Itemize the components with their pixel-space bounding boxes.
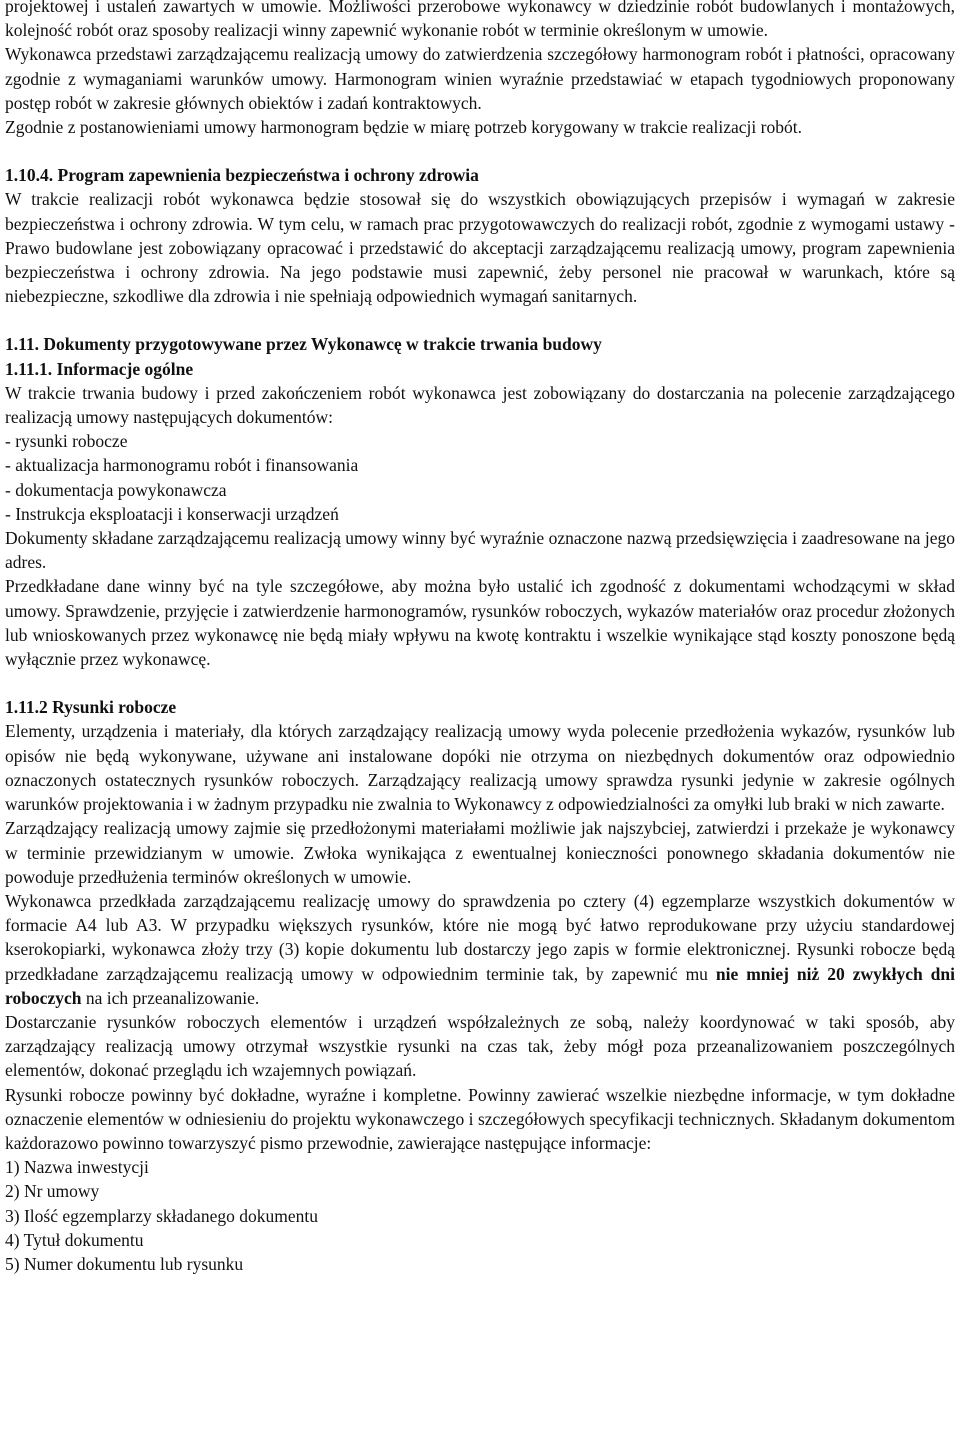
list-item: 3) Ilość egzemplarzy składanego dokumentu [5,1205,318,1226]
paragraph [5,889,955,1010]
paragraph: Dostarczanie rysunków roboczych elementów i urządzeń współzależnych ze sobą, należy koordynować w taki sposób, aby zarządzający realizacją umowy otrzymał wszystkie rysunki na czas tak, żeby mógł poza przeanalizowaniem poszczególnych elementów, dokonać przeglądu ich wzajemnych powiązań. [5,1011,955,1081]
list-item: - Instrukcja eksploatacji i konserwacji urządzeń [5,503,339,524]
list-item: 4) Tytuł dokumentu [5,1229,144,1250]
paragraph-text: na ich przeanalizowanie. [81,987,260,1008]
section-heading-1-10-4: 1.10.4. Program zapewnienia bezpieczeństwa i ochrony zdrowia [5,165,479,186]
paragraph: Zgodnie z postanowieniami umowy harmonogram będzie w miarę potrzeb korygowany w trakcie realizacji robót. [5,117,802,138]
paragraph: Przedkładane dane winny być na tyle szczegółowe, aby można było ustalić ich zgodność z dokumentami wchodzącymi w skład umowy. Sprawdzenie, przyjęcie i zatwierdzenie harmonogramów, rysunków roboczych, wykazów materiałów oraz procedur złożonych lub wnioskowanych przez wykonawcę nie będą miały wpływu na kwotę kontraktu i wszelkie wynikające stąd koszty ponoszone będą wyłącznie przez wykonawcę. [5,576,955,670]
section-heading-1-11-1: 1.11.1. Informacje ogólne [5,358,194,379]
spacer [5,308,955,332]
list-item: - rysunki robocze [5,431,128,452]
paragraph: Elementy, urządzenia i materiały, dla których zarządzający realizacją umowy wyda polecenie przedłożenia wykazów, rysunków lub opisów nie będą wykonywane, używane ani instalowane dopóki nie otrzyma on niezbędnych dokumentów oraz odpowiednio oznaczonych ostatecznych rysunków roboczych. Zarządzający realizacją umowy sprawdza rysunki jedynie w zakresie ogólnych warunków projektowania i w żadnym przypadku nie zwalnia to Wykonawcy z odpowiedzialności za omyłki lub braki w nich zawarte. [5,721,955,815]
list-item: 2) Nr umowy [5,1181,100,1202]
paragraph-text: Wykonawca przedkłada zarządzającemu realizację umowy do sprawdzenia po cztery (4) egzemplarze wszystkich dokumentów w formacie A4 lub A3. W przypadku większych rysunków, które nie mogą być łatwo reprodukowane przy użyciu standardowej kserokopiarki, wykonawca złoży trzy (3) kopie dokumentu lub dostarczy jego zapis w formie elektronicznej. Rysunki robocze będą przedkładane zarządzającemu realizacją umowy w odpowiednim terminie tak, by zapewnić mu [5,890,955,984]
paragraph: projektowej i ustaleń zawartych w umowie. Możliwości przerobowe wykonawcy w dziedzinie robót budowlanych i montażowych, kolejność robót oraz sposoby realizacji winny zapewnić wykonanie robót w terminie określonym w umowie. [5,0,955,41]
paragraph: Wykonawca przedstawi zarządzającemu realizacją umowy do zatwierdzenia szczegółowy harmonogram robót i płatności, opracowany zgodnie z wymaganiami warunków umowy. Harmonogram winien wyraźnie przedstawiać w etapach tygodniowych proponowany postęp robót w zakresie głównych obiektów i zadań kontraktowych. [5,44,955,113]
spacer [5,671,955,695]
section-heading-1-11-2: 1.11.2 Rysunki robocze [5,697,177,718]
list-item: 5) Numer dokumentu lub rysunku [5,1253,244,1274]
emphasis-text: nie mniej niż 20 zwykłych dni roboczych [5,963,955,1008]
list-item: - dokumentacja powykonawcza [5,479,227,500]
paragraph: Zarządzający realizacją umowy zajmie się przedłożonymi materiałami możliwie jak najszybciej, zatwierdzi i przekaże je wykonawcy w terminie przewidzianym w umowie. Zwłoka wynikająca z ewentualnej konieczności ponownego składania dokumentów nie powoduje przedłużenia terminów określonych w umowie. [5,818,955,887]
spacer [5,139,955,163]
paragraph: Dokumenty składane zarządzającemu realizacją umowy winny być wyraźnie oznaczone nazwą przedsięwzięcia i zaadresowane na jego adres. [5,528,955,573]
document-page [5,0,955,1276]
section-heading-1-11: 1.11. Dokumenty przygotowywane przez Wykonawcę w trakcie trwania budowy [5,334,602,355]
list-item: - aktualizacja harmonogramu robót i finansowania [5,455,359,476]
paragraph: W trakcie realizacji robót wykonawca będzie stosował się do wszystkich obowiązujących przepisów i wymagań w zakresie bezpieczeństwa i ochrony zdrowia. W tym celu, w ramach prac przygotowawczych do realizacji robót, zgodnie z wymogami ustawy - Prawo budowlane jest zobowiązany opracować i przedstawić do akceptacji zarządzającemu realizacją umowy, program zapewnienia bezpieczeństwa i ochrony zdrowia. Na jego podstawie musi zapewnić, żeby personel nie pracował w warunkach, które są niebezpieczne, szkodliwe dla zdrowia i nie spełniają odpowiednich wymagań sanitarnych. [5,189,955,307]
paragraph: Rysunki robocze powinny być dokładne, wyraźne i kompletne. Powinny zawierać wszelkie niezbędne informacje, w tym dokładne oznaczenie elementów w odniesieniu do projektu wykonawczego i szczegółowych specyfikacji technicznych. Składanym dokumentom każdorazowo powinno towarzyszyć pismo przewodnie, zawierające następujące informacje: [5,1084,955,1153]
list-item: 1) Nazwa inwestycji [5,1157,149,1178]
paragraph: W trakcie trwania budowy i przed zakończeniem robót wykonawca jest zobowiązany do dostarczania na polecenie zarządzającego realizacją umowy następujących dokumentów: [5,382,955,428]
